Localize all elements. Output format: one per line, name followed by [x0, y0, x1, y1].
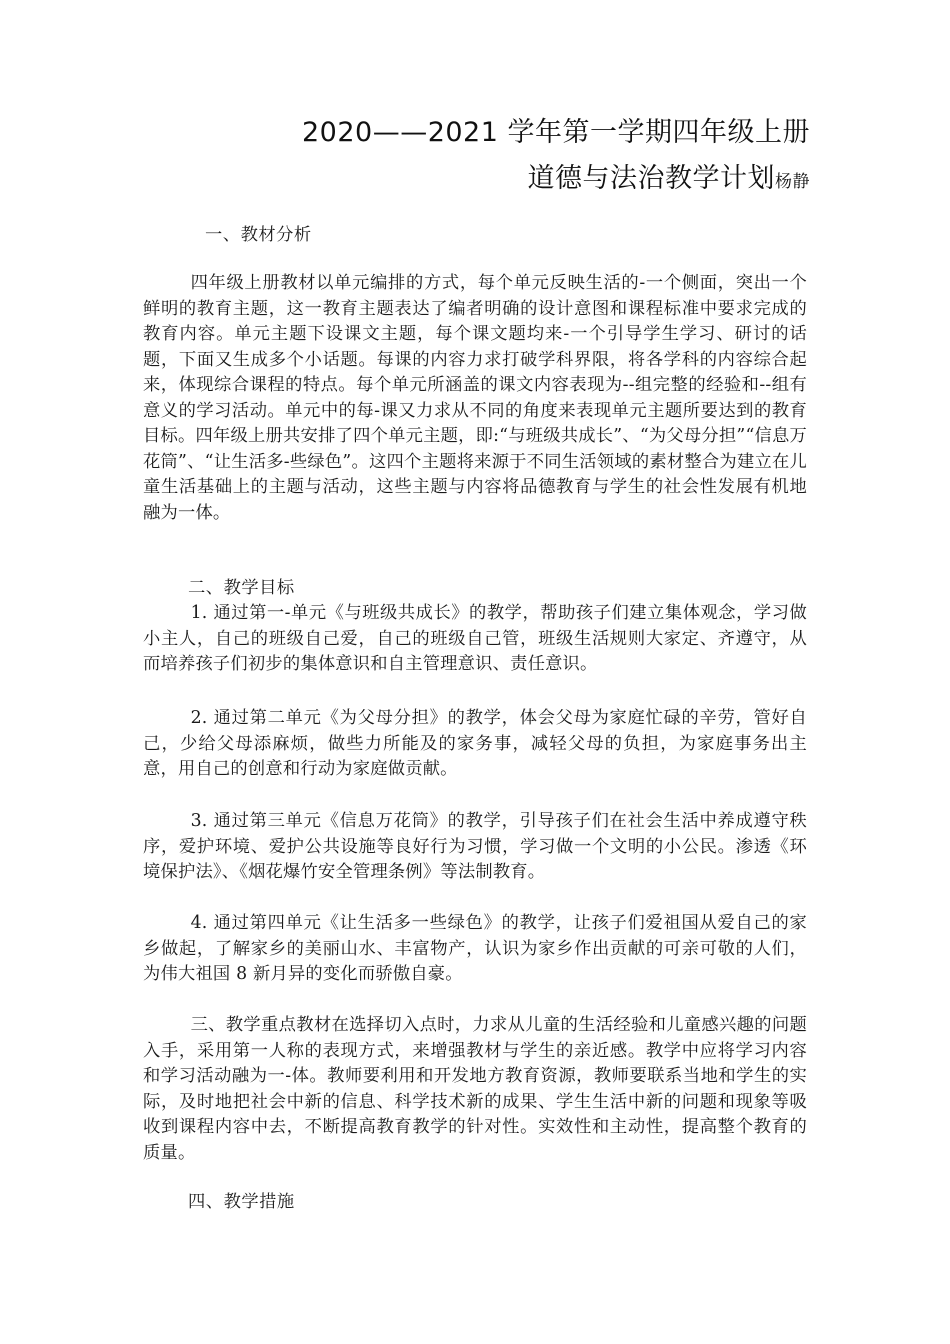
section-2-item-4	[143, 911, 807, 988]
objective-item: 2. 通过第二单元《为父母分担》的教学，体会父母为家庭忙碌的辛劳，管好自己，少给父母添麻烦，做些力所能及的家务事，减轻父母的负担，为家庭事务出主意，用自己的创意和行动为家庭做贡献。	[143, 708, 807, 779]
objective-item: 4. 通过第四单元《让生活多一些绿色》的教学，让孩子们爱祖国从爱自己的家乡做起，了解家乡的美丽山水、丰富物产，认识为家乡作出贡献的可亲可敬的人们，为伟大祖国 8 新月异的变化而骄傲自豪。	[143, 913, 807, 984]
title-main: 道德与法治教学计划	[527, 163, 775, 194]
section-4-heading: 四、教学措施	[188, 1192, 295, 1212]
section-2-item-2	[143, 706, 807, 783]
section-1-heading: 一、教材分析	[205, 225, 312, 245]
title-line-2	[302, 159, 810, 202]
section-1-body	[143, 271, 807, 526]
title-line-1: 2020——2021 学年第一学期四年级上册	[301, 117, 810, 148]
section-2-item-3	[143, 809, 807, 886]
document-title	[302, 113, 810, 202]
section-2-heading: 二、教学目标	[188, 578, 295, 598]
objective-item: 3. 通过第三单元《信息万花筒》的教学，引导孩子们在社会生活中养成遵守秩序，爱护环境、爱护公共设施等良好行为习惯，学习做一个文明的小公民。渗透《环境保护法》、《烟花爆竹安全管理条例》等法制教育。	[143, 811, 807, 882]
section-1-paragraph: 四年级上册教材以单元编排的方式，每个单元反映生活的-一个侧面，突出一个鲜明的教育主题，这一教育主题表达了编者明确的设计意图和课程标准中要求完成的教育内容。单元主题下设课文主题，每个课文题均来-一个引导学生学习、研讨的话题，下面又生成多个小话题。每课的内容力求打破学科界限，将各学科的内容综合起来，体现综合课程的特点。每个单元所涵盖的课文内容表现为--组完整的经验和--组有意义的学习活动。单元中的每-课又力求从不同的角度来表现单元主题所要达到的教育目标。四年级上册共安排了四个单元主题，即:“与班级共成长”、“为父母分担”“信息万花筒”、“让生活多-些绿色”。这四个主题将来源于不同生活领域的素材整合为建立在儿童生活基础上的主题与活动，这些主题与内容将品德教育与学生的社会性发展有机地融为一体。	[143, 273, 807, 523]
section-3-body	[143, 1013, 807, 1166]
section-2-item-1	[143, 601, 807, 678]
objective-item: 1. 通过第一-单元《与班级共成长》的教学，帮助孩子们建立集体观念，学习做小主人，自己的班级自己爱，自己的班级自己管，班级生活规则大家定、齐遵守，从而培养孩子们初步的集体意识和自主管理意识、责任意识。	[143, 603, 807, 674]
section-3-paragraph: 三、教学重点教材在选择切入点时，力求从儿童的生活经验和儿童感兴趣的问题入手，采用第一人称的表现方式，来增强教材与学生的亲近感。教学中应将学习内容和学习活动融为一-体。教师要利用和开发地方教育资源，教师要联系当地和学生的实际，及时地把社会中新的信息、科学技术新的成果、学生生活中新的问题和现象等吸收到课程内容中去，不断提高教育教学的针对性。实效性和主动性，提高整个教育的质量。	[143, 1015, 807, 1163]
title-author: 杨静	[775, 172, 810, 192]
